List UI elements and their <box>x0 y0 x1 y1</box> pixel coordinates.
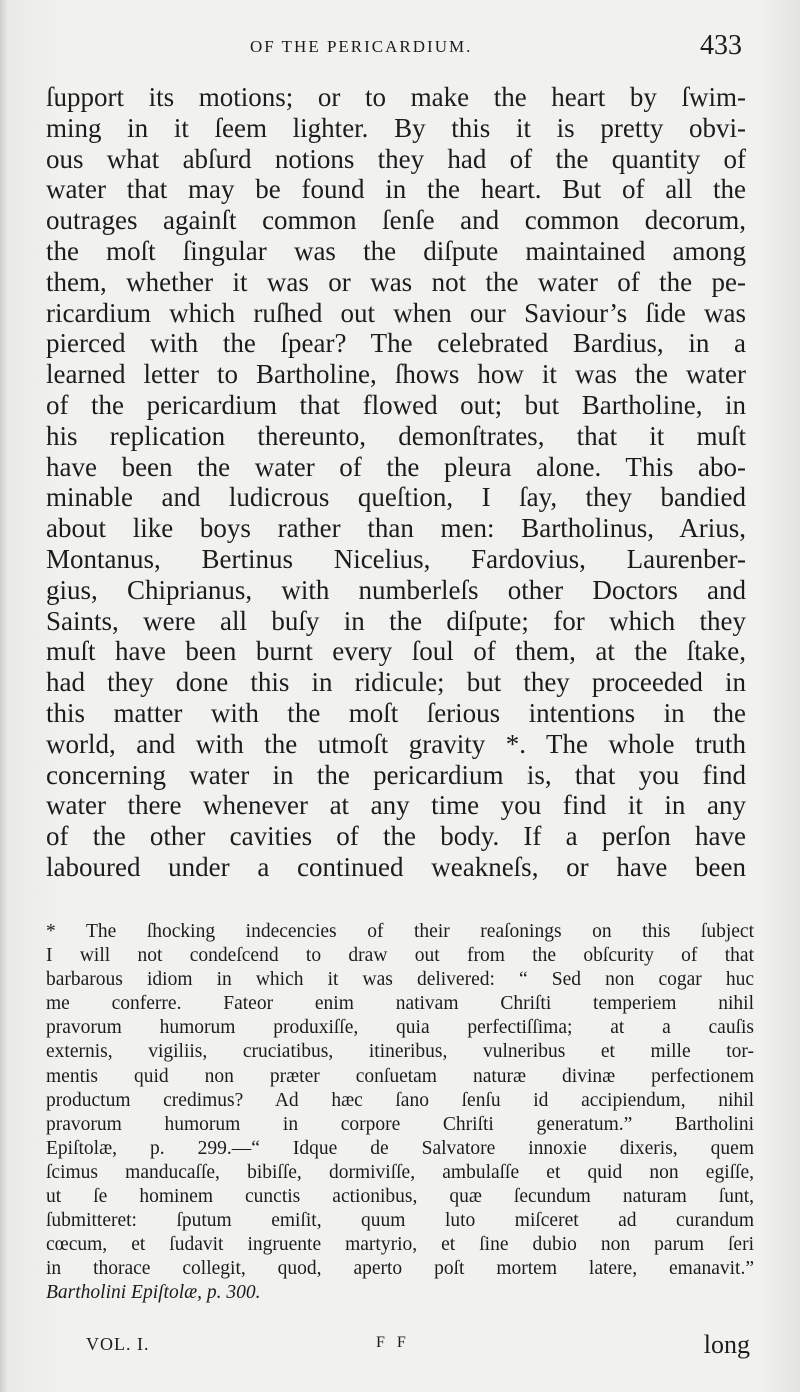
text-line: laboured under a continued weakneſs, or have been <box>46 851 746 882</box>
text-line: ſupport its motions; or to make the heart by ſwim- <box>46 82 746 112</box>
text-line: Saints, were all buſy in the diſpute; for which they <box>46 605 746 636</box>
footnote-line: ut ſe hominem cunctis actionibus, quæ ſecundum naturam ſunt, <box>46 1186 754 1208</box>
text-line: concerning water in the pericardium is, that you find <box>46 759 746 790</box>
text-line: about like boys rather than men: Bartholinus, Arius, <box>46 513 746 544</box>
footnote-line: pravorum humorum in corpore Chriſti generatum.” Bartholini <box>46 1113 754 1135</box>
page-footer <box>0 1330 800 1370</box>
footnote-line: externis, vigiliis, cruciatibus, itineribus, vulneribus et mille tor- <box>46 1041 754 1063</box>
text-line: had they done this in ridicule; but they proceeded in <box>46 667 746 698</box>
text-line: ous what abſurd notions they had of the quantity of <box>46 143 746 174</box>
text-line: of the other cavities of the body. If a perſon have <box>46 821 746 852</box>
page-number: 433 <box>700 30 742 61</box>
text-line: Montanus, Bertinus Nicelius, Fardovius, Laurenber- <box>46 543 746 574</box>
text-line: water that may be found in the heart. But of all the <box>46 174 746 205</box>
footnote-line: I will not condeſcend to draw out from the obſcurity of that <box>46 945 754 967</box>
footnote-line: productum credimus? Ad hæc ſano ſenſu id accipiendum, nihil <box>46 1089 754 1111</box>
text-line: learned letter to Bartholine, ſhows how it was the water <box>46 359 746 390</box>
footnote-line: * The ſhocking indecencies of their reaſonings on this ſubject <box>46 921 754 942</box>
text-line: water there whenever at any time you find it in any <box>46 790 746 821</box>
running-title: OF THE PERICARDIUM. <box>250 37 473 56</box>
footnote-line: me conferre. Fateor enim nativam Chriſti temperiem nihil <box>46 993 754 1015</box>
text-line: this matter with the moſt ſerious intentions in the <box>46 697 746 728</box>
catchword: long <box>703 1330 750 1359</box>
footnote-line: Epiſtolæ, p. 299.—“ Idque de Salvatore innoxie dixeris, quem <box>46 1137 754 1159</box>
footnote-line: pravorum humorum produxiſſe, quia perfectiſſima; at a cauſis <box>46 1017 754 1039</box>
signature-mark: F F <box>376 1334 410 1351</box>
footnote-line: mentis quid non præter conſuetam naturæ divinæ perfectionem <box>46 1065 754 1087</box>
text-line: world, and with the utmoſt gravity *. The whole truth <box>46 728 746 759</box>
text-line: outrages againſt common ſenſe and common decorum, <box>46 205 746 236</box>
footnote <box>46 920 754 1306</box>
footnote-line: ſubmitteret: ſputum emiſit, quum luto miſceret ad curandum <box>46 1210 754 1232</box>
footnote-line: ſcimus manducaſſe, bibiſſe, dormiviſſe, ambulaſſe et quid non egiſſe, <box>46 1161 754 1183</box>
text-line: of the pericardium that flowed out; but Bartholine, in <box>46 389 746 420</box>
volume-label: VOL. I. <box>86 1334 150 1354</box>
footnote-line: cœcum, et ſudavit ingruente martyrio, et ſine dubio non parum ſeri <box>46 1234 754 1256</box>
running-head <box>0 30 800 70</box>
footnote-line: Bartholini Epiſtolæ, p. 300. <box>46 1282 261 1304</box>
body-text <box>46 82 746 883</box>
text-line: muſt have been burnt every ſoul of them, at the ſtake, <box>46 636 746 667</box>
text-line: his replication thereunto, demonſtrates, that it muſt <box>46 420 746 451</box>
text-line: ricardium which ruſhed out when our Saviour’s ſide was <box>46 297 746 328</box>
text-line: have been the water of the pleura alone. This abo- <box>46 451 746 482</box>
text-line: them, whether it was or was not the water of the pe- <box>46 266 746 297</box>
text-line: minable and ludicrous queſtion, I ſay, they bandied <box>46 482 746 513</box>
text-line: gius, Chiprianus, with numberleſs other Doctors and <box>46 574 746 605</box>
footnote-line: in thorace collegit, quod, aperto poſt mortem latere, emanavit.” <box>46 1258 754 1280</box>
text-line: the moſt ſingular was the diſpute maintained among <box>46 235 746 266</box>
text-line: ming in it ſeem lighter. By this it is pretty obvi- <box>46 112 746 143</box>
footnote-line: barbarous idiom in which it was delivered: “ Sed non cogar huc <box>46 969 754 991</box>
text-line: pierced with the ſpear? The celebrated Bardius, in a <box>46 328 746 359</box>
